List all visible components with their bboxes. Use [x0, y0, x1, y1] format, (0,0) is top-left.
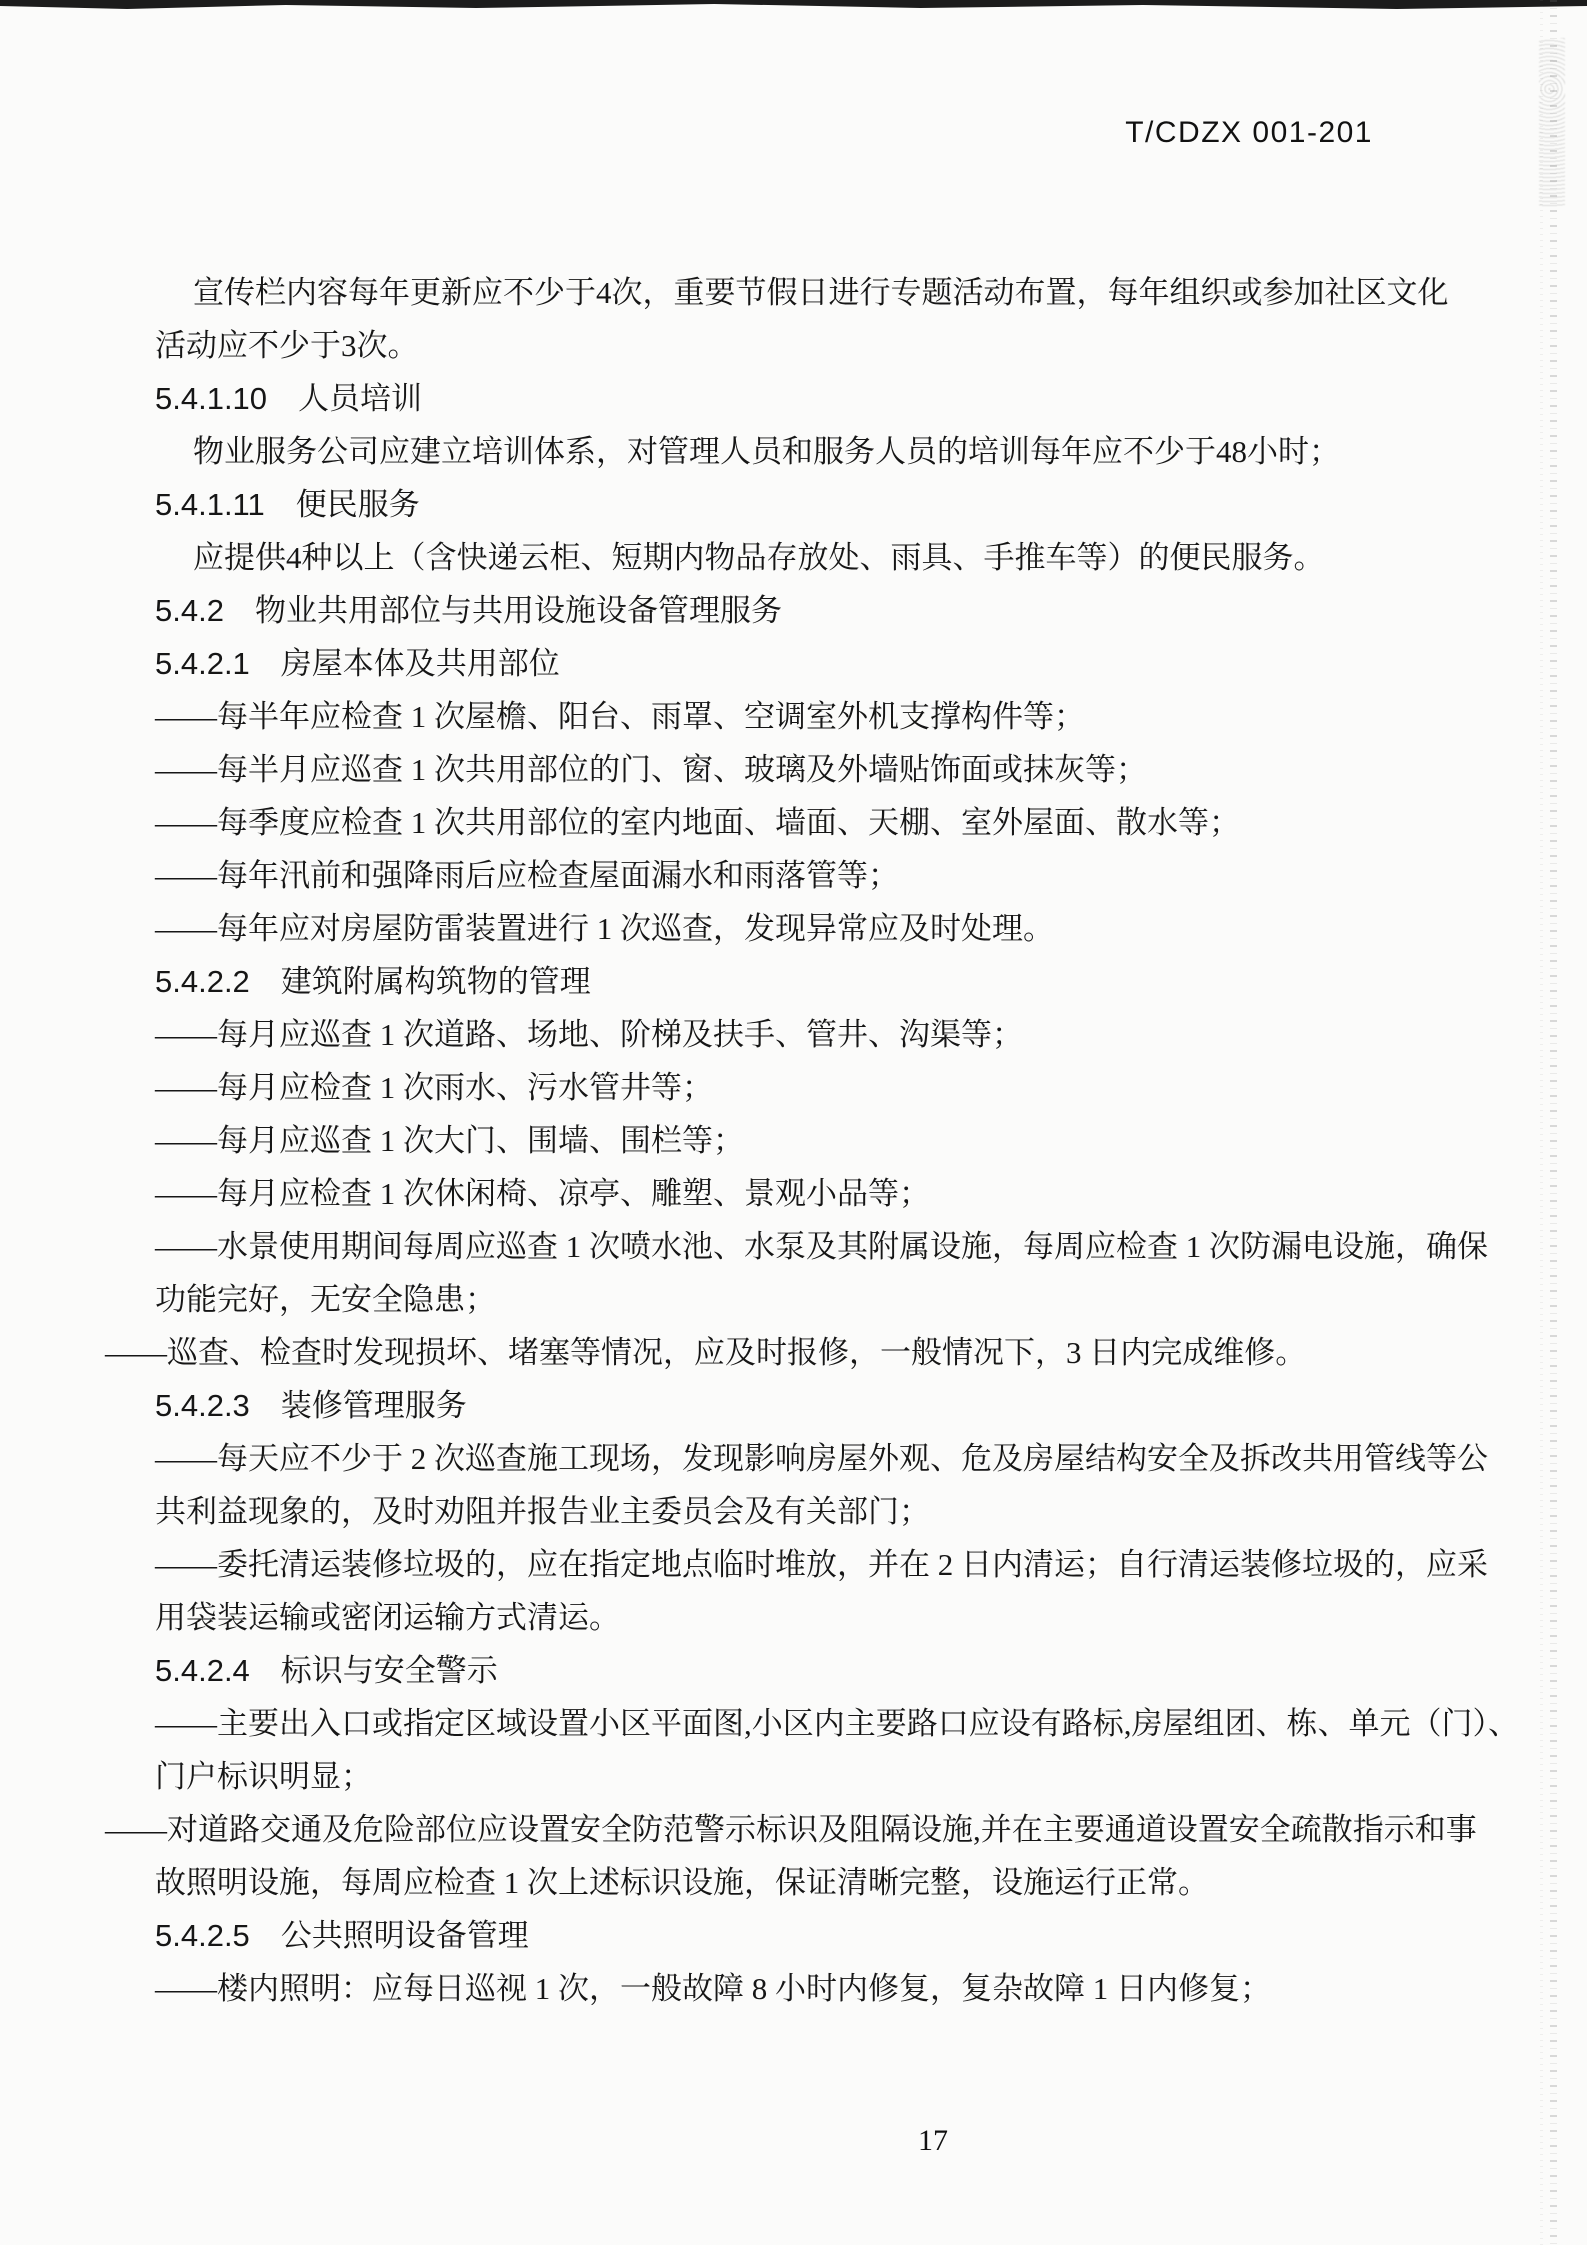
page-number: 17 — [918, 2124, 948, 2157]
clause-heading: 5.4.2.3 装修管理服务 — [155, 1388, 467, 1423]
text-line: ——对道路交通及危险部位应设置安全防范警示标识及阻隔设施,并在主要通道设置安全疏散指示和事 — [105, 1812, 1477, 1847]
text-line: 门户标识明显； — [155, 1759, 372, 1794]
scan-artifact-right-noise — [1550, 0, 1557, 2245]
text-line: 功能完好，无安全隐患； — [155, 1282, 496, 1317]
text-line: ——主要出入口或指定区域设置小区平面图,小区内主要路口应设有路标,房屋组团、栋、单元（门）、 — [155, 1706, 1519, 1741]
text-line: ——每月应检查 1 次雨水、污水管井等； — [155, 1070, 713, 1105]
text-line: ——每年应对房屋防雷装置进行 1 次巡查，发现异常应及时处理。 — [155, 911, 1054, 946]
clause-heading: 5.4.2 物业共用部位与共用设施设备管理服务 — [155, 593, 782, 628]
clause-heading: 5.4.2.1 房屋本体及共用部位 — [155, 646, 560, 681]
clause-heading: 5.4.2.4 标识与安全警示 — [155, 1653, 498, 1688]
text-line: 活动应不少于3次。 — [155, 328, 419, 363]
text-line: ——巡查、检查时发现损坏、堵塞等情况，应及时报修，一般情况下，3 日内完成维修。 — [105, 1335, 1307, 1370]
clause-heading: 5.4.1.10 人员培训 — [155, 381, 423, 416]
scan-artifact-top-right-blotch — [1539, 38, 1565, 208]
text-line: ——每月应检查 1 次休闲椅、凉亭、雕塑、景观小品等； — [155, 1176, 930, 1211]
clause-heading: 5.4.1.11 便民服务 — [155, 487, 420, 522]
text-line: ——每月应巡查 1 次道路、场地、阶梯及扶手、管井、沟渠等； — [155, 1017, 1023, 1052]
scan-artifact-right-noise-2 — [1540, 0, 1543, 2245]
text-line: 应提供4种以上（含快递云柜、短期内物品存放处、雨具、手推车等）的便民服务。 — [193, 540, 1325, 575]
text-line: ——楼内照明：应每日巡视 1 次，一般故障 8 小时内修复，复杂故障 1 日内修复； — [155, 1971, 1271, 2006]
text-line: ——每月应巡查 1 次大门、围墙、围栏等； — [155, 1123, 744, 1158]
text-line: ——每半年应检查 1 次屋檐、阳台、雨罩、空调室外机支撑构件等； — [155, 699, 1085, 734]
scan-artifact-top-edge — [0, 0, 1587, 12]
text-line: 宣传栏内容每年更新应不少于4次，重要节假日进行专题活动布置，每年组织或参加社区文化 — [193, 275, 1449, 310]
text-line: 用袋装运输或密闭运输方式清运。 — [155, 1600, 620, 1635]
text-line: 故照明设施，每周应检查 1 次上述标识设施，保证清晰完整，设施运行正常。 — [155, 1865, 1209, 1900]
text-line: ——委托清运装修垃圾的，应在指定地点临时堆放，并在 2 日内清运；自行清运装修垃圾的，应采 — [155, 1547, 1488, 1582]
clause-heading: 5.4.2.5 公共照明设备管理 — [155, 1918, 529, 1953]
document-body — [105, 266, 1519, 2015]
clause-heading: 5.4.2.2 建筑附属构筑物的管理 — [155, 964, 591, 999]
text-line: ——每季度应检查 1 次共用部位的室内地面、墙面、天棚、室外屋面、散水等； — [155, 805, 1240, 840]
text-line: 共利益现象的，及时劝阻并报告业主委员会及有关部门； — [155, 1494, 930, 1529]
text-line: ——每天应不少于 2 次巡查施工现场，发现影响房屋外观、危及房屋结构安全及拆改共用管线等公 — [155, 1441, 1488, 1476]
text-line: ——每半月应巡查 1 次共用部位的门、窗、玻璃及外墙贴饰面或抹灰等； — [155, 752, 1147, 787]
doc-code-header: T/CDZX 001-201 — [1125, 116, 1373, 149]
text-line: ——水景使用期间每周应巡查 1 次喷水池、水泵及其附属设施，每周应检查 1 次防漏电设施，确保 — [155, 1229, 1488, 1264]
text-line: 物业服务公司应建立培训体系，对管理人员和服务人员的培训每年应不少于48小时； — [193, 434, 1340, 469]
text-line: ——每年汛前和强降雨后应检查屋面漏水和雨落管等； — [155, 858, 899, 893]
